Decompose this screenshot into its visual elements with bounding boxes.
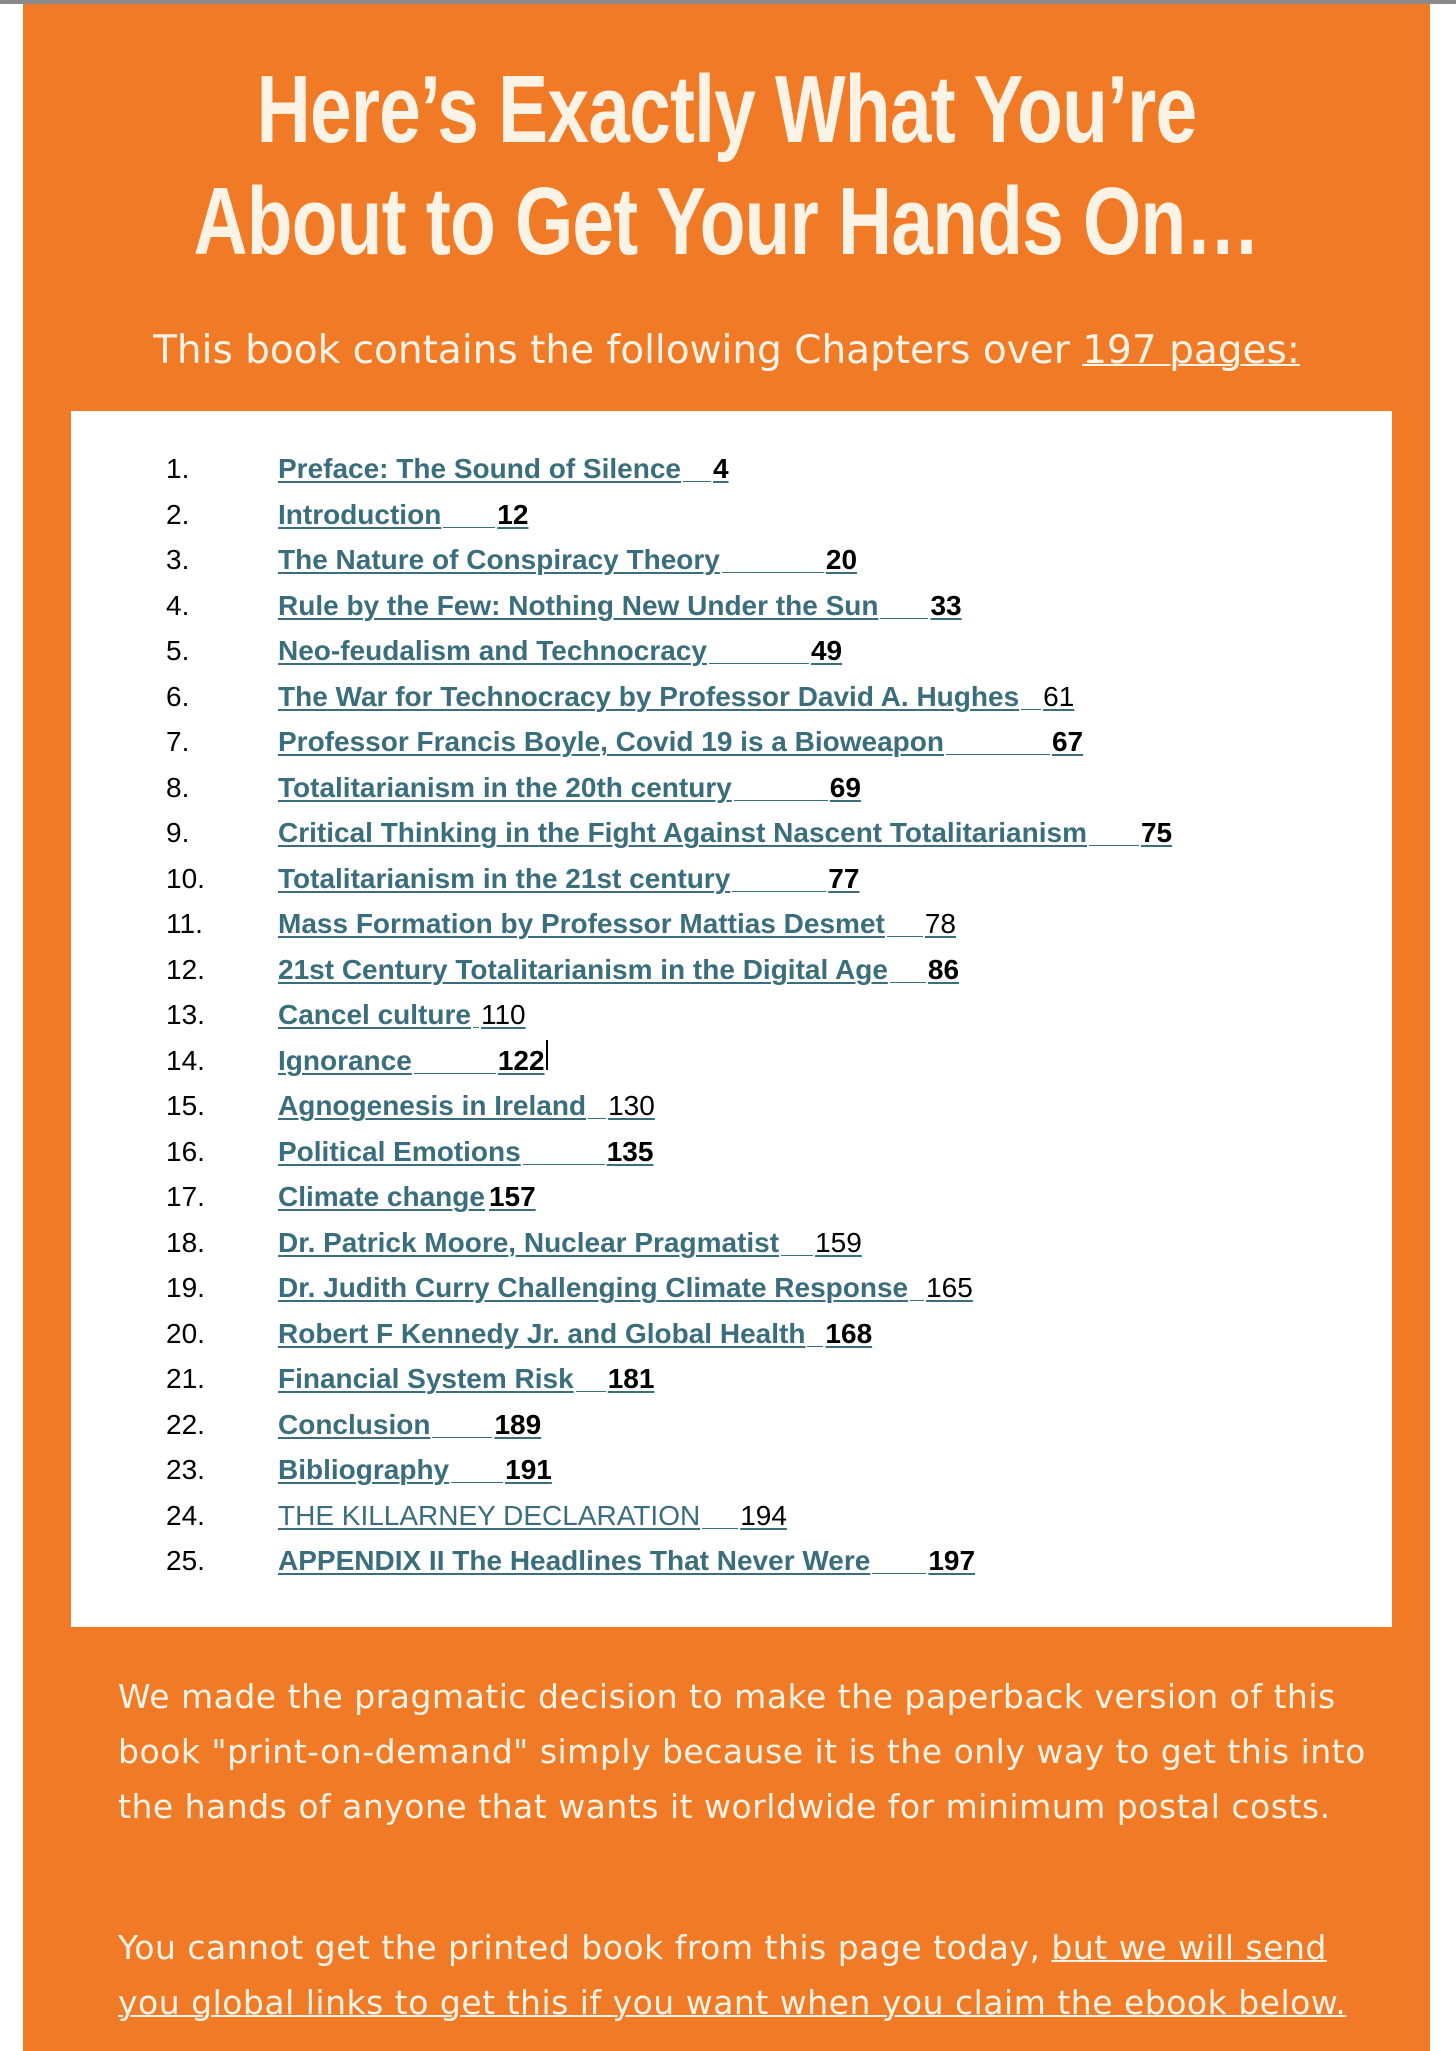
toc-item: [71, 674, 1392, 720]
toc-item-title: Conclusion: [278, 1408, 431, 1440]
toc-item-leader: [443, 526, 495, 528]
toc-item-link[interactable]: [278, 1038, 548, 1084]
toc-item-page: 67: [1051, 726, 1084, 757]
toc-item-title: 21st Century Totalitarianism in the Digital Age: [278, 953, 888, 985]
toc-item-link[interactable]: [278, 537, 857, 583]
toc-item-title: Political Emotions: [278, 1135, 521, 1167]
heading-line-1: Here’s Exactly What You’re: [256, 56, 1197, 163]
toc-item-page: 135: [606, 1135, 654, 1167]
toc-item: [71, 992, 1392, 1038]
toc-item-page: 168: [825, 1317, 873, 1349]
toc-item-leader: [414, 1072, 496, 1074]
toc-item-number: 11.: [166, 908, 203, 939]
print-on-demand-paragraph: We made the pragmatic decision to make the paperback version of this book "print-on-demand" simply because it is the only way to get this into the hands of anyone that wants it worldwide for minimum postal costs.: [118, 1677, 1366, 1826]
toc-item-leader: [432, 1436, 492, 1438]
toc-item: [71, 1174, 1392, 1220]
toc-item-title: Dr. Patrick Moore, Nuclear Pragmatist: [278, 1226, 780, 1258]
toc-item-leader: [734, 799, 828, 801]
toc-item-leader: [910, 1299, 924, 1301]
toc-item-page: 75: [1140, 817, 1173, 848]
toc-item: [71, 1265, 1392, 1311]
toc-item-title: Bibliography: [278, 1454, 450, 1485]
toc-item: [71, 583, 1392, 629]
toc-item-title: Climate change: [278, 1181, 485, 1212]
toc-item: [71, 446, 1392, 492]
toc-item-title: Totalitarianism in the 21st century: [278, 862, 731, 894]
toc-item-page: 61: [1043, 680, 1075, 712]
toc-item: [71, 1493, 1392, 1539]
toc-item-number: 17.: [166, 1181, 205, 1212]
toc-item-title: Totalitarianism in the 20th century: [278, 771, 732, 803]
toc-item-leader: [732, 890, 826, 892]
toc-item: [71, 537, 1392, 583]
toc-item-title: Preface: The Sound of Silence: [278, 453, 681, 484]
toc-item-page: 4: [712, 453, 729, 484]
toc-item: [71, 1038, 1392, 1084]
toc-item-number: 20.: [166, 1317, 205, 1349]
toc-item-number: 4.: [166, 589, 190, 621]
toc-item-page: 78: [924, 908, 956, 939]
toc-item-number: 19.: [166, 1272, 205, 1303]
toc-item-link[interactable]: [278, 492, 528, 538]
toc-item: [71, 1538, 1392, 1584]
toc-item-leader: [702, 1527, 738, 1529]
toc-item-page: 20: [825, 544, 858, 575]
toc-item-number: 1.: [166, 453, 190, 484]
toc-item-leader: [872, 1572, 926, 1574]
toc-item-page: 110: [480, 999, 526, 1030]
toc-item-page: 191: [505, 1454, 552, 1485]
toc-item-page: 86: [927, 953, 960, 985]
toc-item-number: 25.: [166, 1545, 205, 1576]
toc-item-page: 122: [497, 1044, 545, 1076]
toc-item-page: 181: [607, 1363, 655, 1394]
global-links-link[interactable]: but we will send you global links to get this if you want when you claim the ebook below.: [118, 1928, 1347, 2022]
toc-item-page: 165: [926, 1272, 973, 1303]
toc-item: [71, 1220, 1392, 1266]
toc-item-leader: [576, 1390, 606, 1392]
toc-item-leader: [722, 571, 824, 573]
toc-item-leader: [588, 1117, 606, 1119]
toc-item-link[interactable]: [278, 1174, 536, 1220]
toc-item-link[interactable]: [278, 856, 859, 902]
toc-item-link[interactable]: [278, 1538, 975, 1584]
toc-item-leader: [1089, 844, 1139, 846]
toc-item-link[interactable]: [278, 947, 959, 993]
toc-item-title: The War for Technocracy by Professor David A. Hughes: [278, 680, 1020, 712]
toc-item-number: 10.: [166, 862, 205, 894]
toc-item-link[interactable]: [278, 1083, 655, 1129]
toc-item-link[interactable]: [278, 1447, 552, 1493]
toc-item-number: 9.: [166, 817, 190, 848]
toc-item-leader: [880, 617, 928, 619]
toc-item-number: 13.: [166, 999, 205, 1030]
toc-item-page: 33: [930, 589, 962, 621]
chapters-intro: [23, 326, 1430, 376]
toc-item-title: Professor Francis Boyle, Covid 19 is a Bioweapon: [278, 726, 944, 757]
toc-item-leader: [1021, 708, 1041, 710]
toc-item-leader: [887, 935, 923, 937]
toc-item-page: 197: [928, 1545, 976, 1576]
toc-item-page: 12: [497, 498, 529, 530]
toc-item: [71, 719, 1392, 765]
toc-item-link[interactable]: [278, 1265, 973, 1311]
toc-item-link[interactable]: [278, 1129, 653, 1175]
toc-item-number: 5.: [166, 635, 190, 666]
toc-item-link[interactable]: [278, 810, 1172, 856]
toc-item-title: Ignorance: [278, 1044, 412, 1076]
toc-item-number: 2.: [166, 498, 190, 530]
toc-item: [71, 1402, 1392, 1448]
chapters-intro-text: This book contains the following Chapters over: [153, 328, 1083, 373]
toc-item-link[interactable]: [278, 1311, 872, 1357]
toc-item-number: 12.: [166, 953, 205, 985]
toc-item-number: 7.: [166, 726, 190, 757]
toc-item-title: Agnogenesis in Ireland: [278, 1090, 587, 1121]
toc-item-link[interactable]: [278, 719, 1083, 765]
heading-line-2: About to Get Your Hands On…: [193, 168, 1260, 275]
toc-item-number: 16.: [166, 1135, 205, 1167]
toc-item: [71, 1129, 1392, 1175]
toc-item-page: 159: [815, 1226, 862, 1258]
table-of-contents: [71, 446, 1392, 1584]
toc-item-number: 24.: [166, 1499, 205, 1531]
toc-item-link[interactable]: [278, 992, 526, 1038]
toc-item-page: 130: [608, 1090, 655, 1121]
toc-item-page: 69: [829, 771, 861, 803]
toc-item-title: The Nature of Conspiracy Theory: [278, 544, 720, 575]
toc-item-title: THE KILLARNEY DECLARATION: [278, 1499, 701, 1531]
text-cursor: [546, 1040, 548, 1070]
toc-item-link[interactable]: [278, 1402, 541, 1448]
toc-item: [71, 856, 1392, 902]
printed-book-text: You cannot get the printed book from this page today,: [118, 1928, 1052, 1967]
toc-item-page: 157: [488, 1181, 536, 1212]
toc-item-link[interactable]: [278, 1493, 787, 1539]
toc-item-link[interactable]: [278, 1356, 654, 1402]
toc-item-number: 22.: [166, 1408, 205, 1440]
toc-item-leader: [807, 1345, 823, 1347]
toc-item-title: Cancel culture: [278, 999, 471, 1030]
toc-item-link[interactable]: [278, 628, 842, 674]
toc-item-number: 8.: [166, 771, 190, 803]
toc-item: [71, 492, 1392, 538]
printed-book-paragraph: [118, 1920, 1378, 2030]
page-count-link[interactable]: 197 pages:: [1082, 328, 1300, 373]
toc-item-title: Mass Formation by Professor Mattias Desmet: [278, 908, 885, 939]
toc-item-leader: [890, 981, 926, 983]
table-of-contents-panel: [71, 411, 1392, 1627]
toc-item: [71, 901, 1392, 947]
toc-item: [71, 1356, 1392, 1402]
toc-item-link[interactable]: [278, 901, 956, 947]
page-heading: [178, 54, 1275, 278]
toc-item-leader: [523, 1163, 605, 1165]
toc-item-title: Neo-feudalism and Technocracy: [278, 635, 707, 666]
toc-item-link[interactable]: [278, 674, 1074, 720]
toc-item-title: Critical Thinking in the Fight Against Nascent Totalitarianism: [278, 817, 1087, 848]
toc-item-number: 21.: [166, 1363, 205, 1394]
toc-item-link[interactable]: [278, 583, 962, 629]
toc-item-page: 77: [828, 862, 860, 894]
toc-item-link[interactable]: [278, 765, 861, 811]
toc-item-number: 14.: [166, 1044, 205, 1076]
toc-item-number: 23.: [166, 1454, 205, 1485]
toc-item-title: Rule by the Few: Nothing New Under the Sun: [278, 589, 879, 621]
toc-item: [71, 1311, 1392, 1357]
toc-item: [71, 765, 1392, 811]
toc-item-title: Financial System Risk: [278, 1363, 574, 1394]
toc-item-page: 194: [740, 1499, 787, 1531]
toc-item: [71, 810, 1392, 856]
toc-item-page: 49: [810, 635, 843, 666]
toc-item-number: 6.: [166, 680, 190, 712]
toc-item-page: 189: [494, 1408, 542, 1440]
toc-item-leader: [781, 1254, 813, 1256]
toc-item-title: Dr. Judith Curry Challenging Climate Response: [278, 1272, 909, 1303]
toc-item: [71, 1447, 1392, 1493]
toc-item-leader: [709, 662, 809, 664]
toc-item-link[interactable]: [278, 1220, 862, 1266]
toc-item-number: 3.: [166, 544, 190, 575]
toc-item-leader: [451, 1481, 503, 1483]
toc-item-number: 15.: [166, 1090, 205, 1121]
toc-item: [71, 947, 1392, 993]
toc-item-leader: [473, 1026, 479, 1028]
toc-item-number: 18.: [166, 1226, 205, 1258]
toc-item-title: APPENDIX II The Headlines That Never Were: [278, 1545, 871, 1576]
toc-item: [71, 628, 1392, 674]
toc-item: [71, 1083, 1392, 1129]
toc-item-title: Robert F Kennedy Jr. and Global Health: [278, 1317, 806, 1349]
toc-item-leader: [683, 480, 711, 482]
toc-item-title: Introduction: [278, 498, 442, 530]
toc-item-link[interactable]: [278, 446, 729, 492]
toc-item-leader: [946, 753, 1050, 755]
sales-section: [23, 4, 1430, 2051]
